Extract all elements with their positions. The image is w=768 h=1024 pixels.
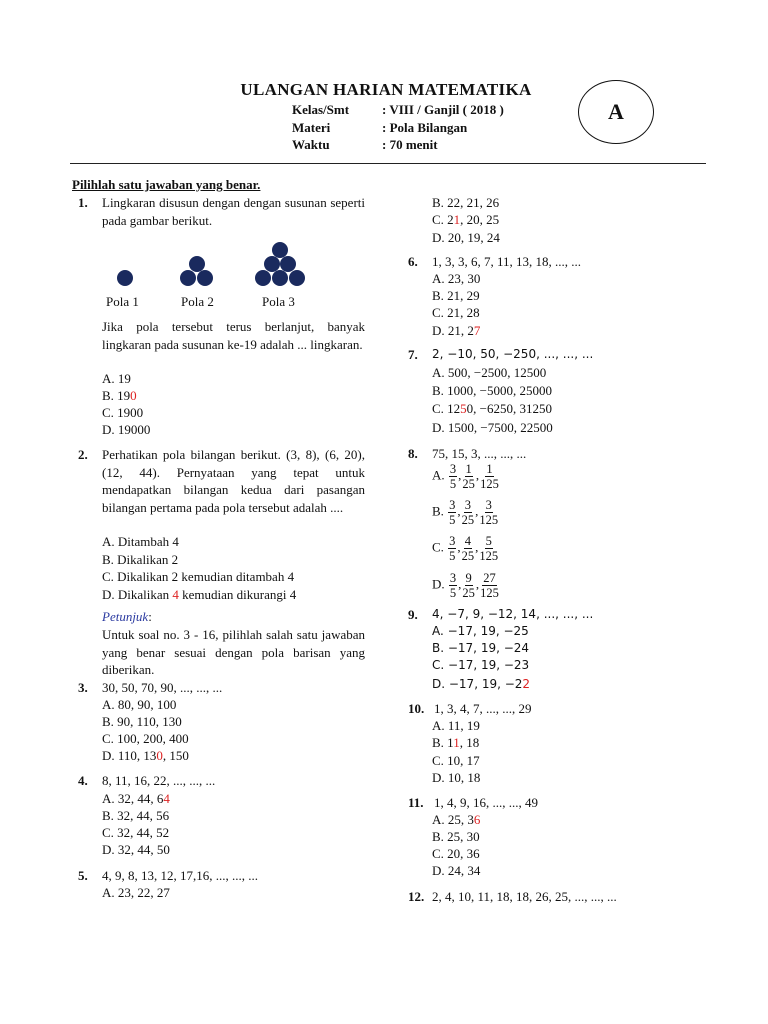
q9-option-a: A. −17, 19, −25 [432, 624, 529, 638]
q1-option-c: C. 1900 [102, 405, 144, 420]
q6-number: 6. [408, 254, 418, 269]
q8-option-c: C. $\frac{3}{5}$ , $\frac{4}{25}$ , $\frac{5}{125}$ [432, 534, 499, 563]
q10-option-d: D. 10, 18 [432, 770, 481, 785]
fraction: $\frac{27}{125}$ [480, 571, 499, 600]
q4-option-d: D. 32, 44, 50 [102, 842, 170, 857]
q3-option-b: B. 90, 110, 130 [102, 714, 182, 729]
q3-option-c: C. 100, 200, 400 [102, 731, 189, 746]
meta-row-kelas: Kelas/Smt : VIII / Ganjil ( 2018 ) [292, 102, 504, 117]
page-title: ULANGAN HARIAN MATEMATIKA [240, 80, 532, 99]
q3-option-d: D. 110, 130, 150 [102, 748, 189, 763]
q11-option-d: D. 24, 34 [432, 863, 481, 878]
q5-option-c: C. 21, 20, 25 [432, 212, 500, 227]
q4-option-b: B. 32, 44, 56 [102, 808, 170, 823]
q11-text: 1, 4, 9, 16, ..., ..., 49 [434, 795, 538, 810]
q1-option-b: B. 190 [102, 388, 137, 403]
q2-option-b: B. Dikalikan 2 [102, 552, 179, 567]
q11-option-b: B. 25, 30 [432, 829, 480, 844]
q1-text: Lingkaran disusun dengan dengan susunan seperti pada gambar berikut. [102, 195, 365, 228]
q2-option-d: D. Dikalikan 4 kemudian dikurangi 4 [102, 587, 297, 602]
q7-option-b: B. 1000, −5000, 25000 [432, 383, 553, 398]
q3-text: 30, 50, 70, 90, ..., ..., ... [102, 680, 223, 695]
q11-option-c: C. 20, 36 [432, 846, 480, 861]
q10-option-c: C. 10, 17 [432, 753, 480, 768]
pattern-label-3: Pola 3 [262, 294, 295, 309]
fraction: $\frac{3}{25}$ [461, 498, 475, 527]
q2-option-a: A. Ditambah 4 [102, 534, 179, 549]
q2-number: 2. [78, 447, 88, 462]
q8-number: 8. [408, 446, 418, 461]
q12-text: 2, 4, 10, 11, 18, 18, 26, 25, ..., ..., ... [432, 889, 617, 904]
q7-option-c: C. 1250, −6250, 31250 [432, 401, 553, 416]
q6-option-b: B. 21, 29 [432, 288, 480, 303]
q6-option-c: C. 21, 28 [432, 305, 480, 320]
circle-icon [272, 270, 288, 286]
pattern-label-1: Pola 1 [106, 294, 139, 309]
q9-text: 4, −7, 9, −12, 14, ..., ..., ... [432, 607, 594, 621]
q1-figure [104, 246, 344, 290]
q8-option-d: D. $\frac{3}{5}$ , $\frac{9}{25}$ , $\frac{27}{125}$ [432, 571, 499, 600]
q7-text: 2, −10, 50, −250, ..., ..., ... [432, 347, 594, 361]
q12-number: 12. [408, 889, 425, 904]
q10-option-b: B. 11, 18 [432, 735, 480, 750]
q4-text: 8, 11, 16, 22, ..., ..., ... [102, 773, 216, 788]
q1-option-a: A. 19 [102, 371, 131, 386]
q9-option-b: B. −17, 19, −24 [432, 641, 530, 655]
q5-option-d: D. 20, 19, 24 [432, 230, 500, 245]
petunjuk-label: Petunjuk: [102, 609, 152, 624]
fraction: $\frac{3}{5}$ [449, 571, 457, 600]
q5-option-a: A. 23, 22, 27 [102, 885, 170, 900]
header-divider [70, 163, 706, 164]
q6-text: 1, 3, 3, 6, 7, 11, 13, 18, ..., ... [432, 254, 582, 269]
q8-text: 75, 15, 3, ..., ..., ... [432, 446, 527, 461]
circle-icon [180, 270, 196, 286]
petunjuk-text: Untuk soal no. 3 - 16, pilihlah salah satu jawaban yang benar sesuai dengan pola barisan yang diberikan. [102, 627, 365, 677]
fraction: $\frac{5}{125}$ [479, 534, 499, 563]
q4-option-c: C. 32, 44, 52 [102, 825, 170, 840]
circle-icon [117, 270, 133, 286]
q7-option-d: D. 1500, −7500, 22500 [432, 420, 553, 435]
q11-number: 11. [408, 795, 424, 810]
q1-option-d: D. 19000 [102, 422, 151, 437]
fraction: $\frac{1}{25}$ [462, 462, 475, 491]
fraction: $\frac{3}{5}$ [449, 534, 456, 563]
q10-number: 10. [408, 701, 425, 716]
fraction: $\frac{3}{125}$ [479, 498, 499, 527]
q3-number: 3. [78, 680, 88, 695]
fraction: $\frac{3}{5}$ [449, 462, 457, 491]
q1-number: 1. [78, 195, 88, 210]
q2-text: Perhatikan pola bilangan berikut. (3, 8), (6, 20), (12, 44). Pernyataan yang tepat untuk mendapatkan bilangan kedua dari pasangan bilangan pertama pada pola tersebut adalah .... [102, 447, 365, 515]
q6-option-a: A. 23, 30 [432, 271, 481, 286]
q1-text2: Jika pola tersebut terus berlanjut, banyak lingkaran pada susunan ke-19 adalah ... lingkaran. [102, 319, 365, 352]
q10-text: 1, 3, 4, 7, ..., ..., 29 [434, 701, 532, 716]
fraction: $\frac{1}{125}$ [480, 462, 499, 491]
q4-number: 4. [78, 773, 88, 788]
q5-option-b: B. 22, 21, 26 [432, 195, 500, 210]
fraction: $\frac{9}{25}$ [462, 571, 475, 600]
q2-option-c: C. Dikalikan 2 kemudian ditambah 4 [102, 569, 295, 584]
pattern-label-2: Pola 2 [181, 294, 214, 309]
instruction: Pilihlah satu jawaban yang benar. [72, 177, 261, 192]
q7-number: 7. [408, 347, 418, 362]
q9-option-c: C. −17, 19, −23 [432, 658, 530, 672]
circle-icon [197, 270, 213, 286]
fraction: $\frac{4}{25}$ [461, 534, 475, 563]
q8-option-b: B. $\frac{3}{5}$ , $\frac{3}{25}$ , $\frac{3}{125}$ [432, 498, 499, 527]
q5-text: 4, 9, 8, 13, 12, 17,16, ..., ..., ... [102, 868, 258, 883]
q5-number: 5. [78, 868, 88, 883]
version-badge: A [578, 80, 654, 144]
q6-option-d: D. 21, 27 [432, 323, 481, 338]
fraction: $\frac{3}{5}$ [449, 498, 456, 527]
meta-row-materi: Materi : Pola Bilangan [292, 120, 468, 135]
q9-number: 9. [408, 607, 418, 622]
q3-option-a: A. 80, 90, 100 [102, 697, 177, 712]
q9-option-d: D. −17, 19, −22 [432, 677, 531, 691]
circle-icon [289, 270, 305, 286]
q4-option-a: A. 32, 44, 64 [102, 791, 170, 806]
meta-row-waktu: Waktu : 70 menit [292, 137, 438, 152]
q11-option-a: A. 25, 36 [432, 812, 481, 827]
q8-option-a: A. $\frac{3}{5}$ , $\frac{1}{25}$ , $\frac{1}{125}$ [432, 462, 499, 491]
q7-option-a: A. 500, −2500, 12500 [432, 365, 547, 380]
q10-option-a: A. 11, 19 [432, 718, 480, 733]
circle-icon [255, 270, 271, 286]
